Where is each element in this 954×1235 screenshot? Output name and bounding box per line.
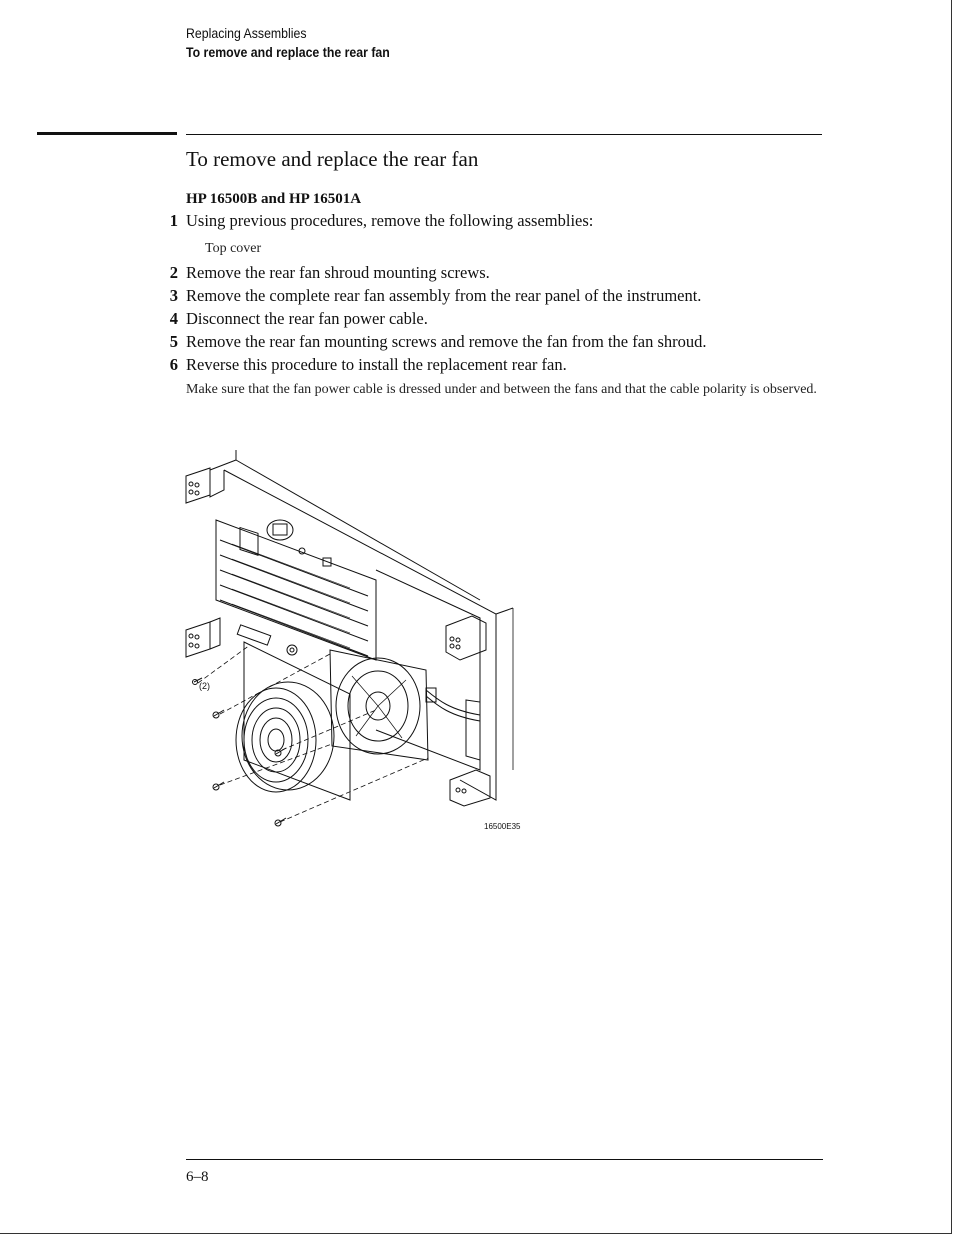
figure-id: 16500E35 <box>484 822 521 831</box>
step-text: Remove the complete rear fan assembly from the rear panel of the instrument. <box>186 286 702 305</box>
step-text: Reverse this procedure to install the replacement rear fan. <box>186 355 567 374</box>
step-number: 2 <box>169 263 178 282</box>
step-text: Remove the rear fan mounting screws and remove the fan from the fan shroud. <box>186 332 707 351</box>
step-number: 6 <box>169 355 178 374</box>
section-rule-thick <box>37 132 177 135</box>
running-head <box>186 24 390 62</box>
step-number: 4 <box>169 309 178 328</box>
section-rule-thin <box>186 134 822 135</box>
figure-callout: (2) <box>199 681 210 691</box>
page-border-bottom <box>0 1233 952 1234</box>
step-6-note: Make sure that the fan power cable is dressed under and between the fans and that the cable polarity is observed. <box>186 382 817 397</box>
step-text: Disconnect the rear fan power cable. <box>186 309 428 328</box>
page-number: 6–8 <box>186 1169 209 1185</box>
model-subheading: HP 16500B and HP 16501A <box>186 191 362 207</box>
step-number: 1 <box>169 211 178 230</box>
rear-fan-illustration <box>180 440 530 840</box>
step-text: Using previous procedures, remove the following assemblies: <box>186 211 594 230</box>
step-number: 3 <box>169 286 178 305</box>
running-head-section: To remove and replace the rear fan <box>186 44 390 60</box>
page-border-right <box>951 0 952 1234</box>
step-1-subitem: Top cover <box>205 241 262 256</box>
section-title: To remove and replace the rear fan <box>186 147 479 171</box>
footer-rule <box>186 1159 823 1160</box>
step-number: 5 <box>169 332 178 351</box>
running-head-chapter: Replacing Assemblies <box>186 25 307 41</box>
step-text: Remove the rear fan shroud mounting screws. <box>186 263 490 282</box>
